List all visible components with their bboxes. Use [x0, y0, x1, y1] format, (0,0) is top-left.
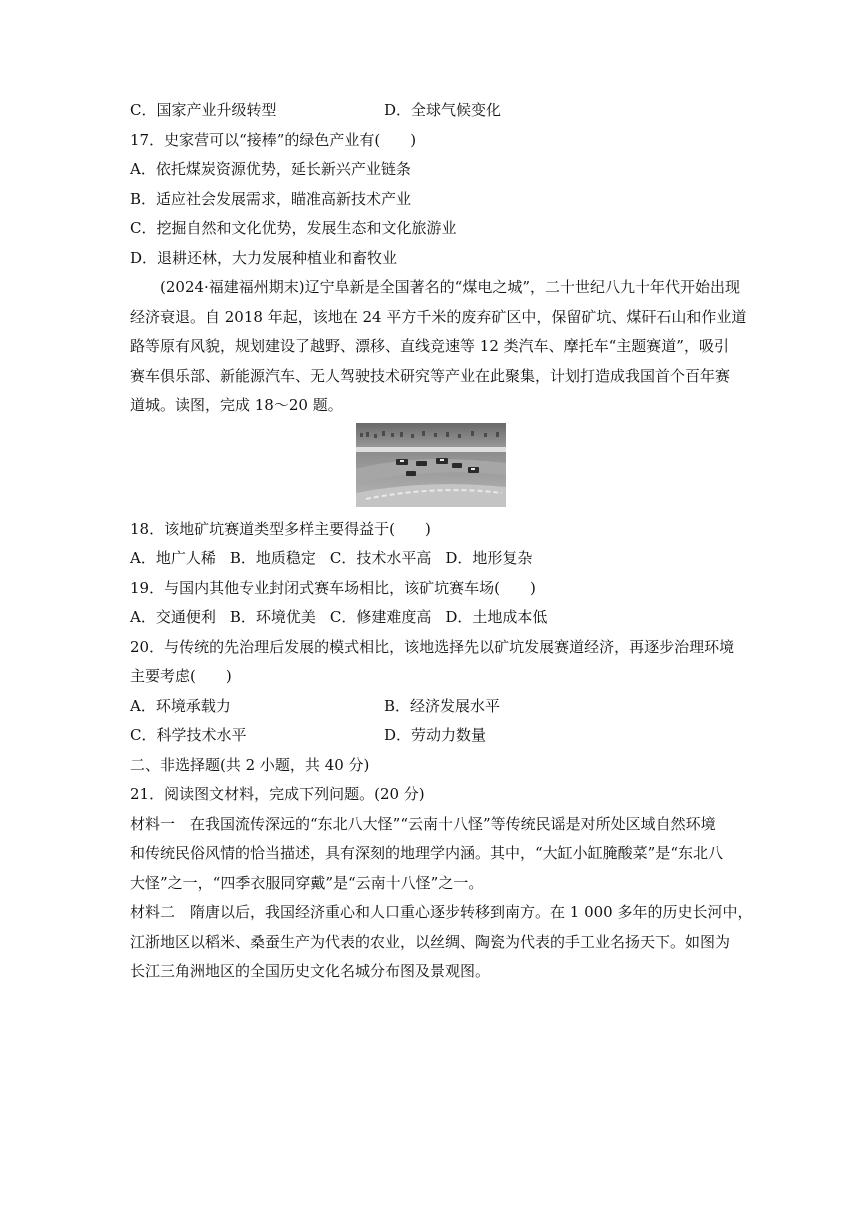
section-heading: 二、非选择题(共 2 小题，共 40 分)	[130, 755, 370, 774]
q16-option-c: C．国家产业升级转型	[130, 101, 277, 119]
race-track-photo	[356, 423, 506, 507]
q18-option-a: A．地广人稀	[130, 549, 216, 567]
q19-option-a: A．交通便利	[130, 608, 216, 626]
q18-option-c: C．技术水平高	[329, 549, 432, 567]
material-line: 材料二 隋唐以后，我国经济重心和人口重心逐步转移到南方。在 1 000 多年的历史长河中，	[130, 903, 753, 921]
q18-options-row	[130, 544, 732, 574]
q19-stem: 19．与国内其他专业封闭式赛车场相比，该矿坑赛车场( )	[130, 578, 536, 597]
q17-option-d: D．退耕还林，大力发展种植业和畜牧业	[130, 248, 398, 267]
exam-page	[130, 96, 753, 987]
passage-18-20	[130, 273, 747, 421]
q20-options-row-2	[130, 721, 732, 751]
q20-option-a: A．环境承载力	[130, 696, 231, 715]
q20-options-row-1	[130, 692, 732, 722]
q17-option-b: B．适应社会发展需求，瞄准高新技术产业	[130, 189, 412, 208]
q17-stem: 17．史家营可以“接棒”的绿色产业有( )	[130, 130, 417, 149]
q16-option-d: D．全球气候变化	[384, 101, 502, 119]
q20-option-b: B．经济发展水平	[384, 696, 501, 715]
material-line: 和传统民俗风情的恰当描述，具有深刻的地理学内涵。其中，“大缸小缸腌酸菜”是“东北八	[130, 844, 724, 862]
q21-material-1	[130, 810, 732, 899]
q21-stem: 21．阅读图文材料，完成下列问题。(20 分)	[130, 785, 425, 803]
material-line: 材料一 在我国流传深远的“东北八大怪”“云南十八怪”等传统民谣是对所处区域自然环境	[130, 814, 716, 833]
q20-option-c: C．科学技术水平	[130, 726, 247, 744]
q20-stem-line-2: 主要考虑( )	[130, 667, 232, 685]
q20-stem-line-1: 20．与传统的先治理后发展的模式相比，该地选择先以矿坑发展赛道经济，再逐步治理环境	[130, 637, 735, 656]
q18-option-b: B．地质稳定	[229, 549, 316, 567]
q19-option-b: B．环境优美	[229, 608, 316, 626]
passage-line: 道城。读图，完成 18～20 题。	[130, 396, 343, 414]
material-line: 江浙地区以稻米、桑蚕生产为代表的农业，以丝绸、陶瓷为代表的手工业名扬天下。如图为	[130, 932, 731, 951]
material-line: 大怪”之一，“四季衣服同穿戴”是“云南十八怪”之一。	[130, 873, 484, 892]
passage-line: 路等原有风貌，规划建设了越野、漂移、直线竞速等 12 类汽车、摩托车“主题赛道”，吸引	[130, 337, 729, 355]
q16-options-row	[130, 96, 732, 126]
q20-option-d: D．劳动力数量	[384, 726, 487, 744]
material-line: 长江三角洲地区的全国历史文化名城分布图及景观图。	[130, 962, 491, 980]
q18-stem: 18．该地矿坑赛道类型多样主要得益于( )	[130, 519, 431, 538]
q18-option-d: D．地形复杂	[445, 549, 533, 567]
passage-line: (2024·福建福州期末)辽宁阜新是全国著名的“煤电之城”，二十世纪八九十年代开始出现	[160, 278, 740, 296]
q21-material-2	[130, 898, 753, 987]
passage-line: 经济衰退。自 2018 年起，该地在 24 平方千米的废弃矿区中，保留矿坑、煤矸石山和作业道	[130, 307, 747, 326]
q17-option-a: A．依托煤炭资源优势，延长新兴产业链条	[130, 160, 411, 178]
q19-option-c: C．修建难度高	[329, 608, 432, 626]
q19-options-row	[130, 603, 732, 633]
photo-container	[130, 421, 732, 515]
q19-option-d: D．土地成本低	[445, 608, 548, 626]
passage-line: 赛车俱乐部、新能源汽车、无人驾驶技术研究等产业在此聚集，计划打造成我国首个百年赛	[130, 366, 731, 385]
q17-option-c: C．挖掘自然和文化优势，发展生态和文化旅游业	[130, 219, 457, 237]
